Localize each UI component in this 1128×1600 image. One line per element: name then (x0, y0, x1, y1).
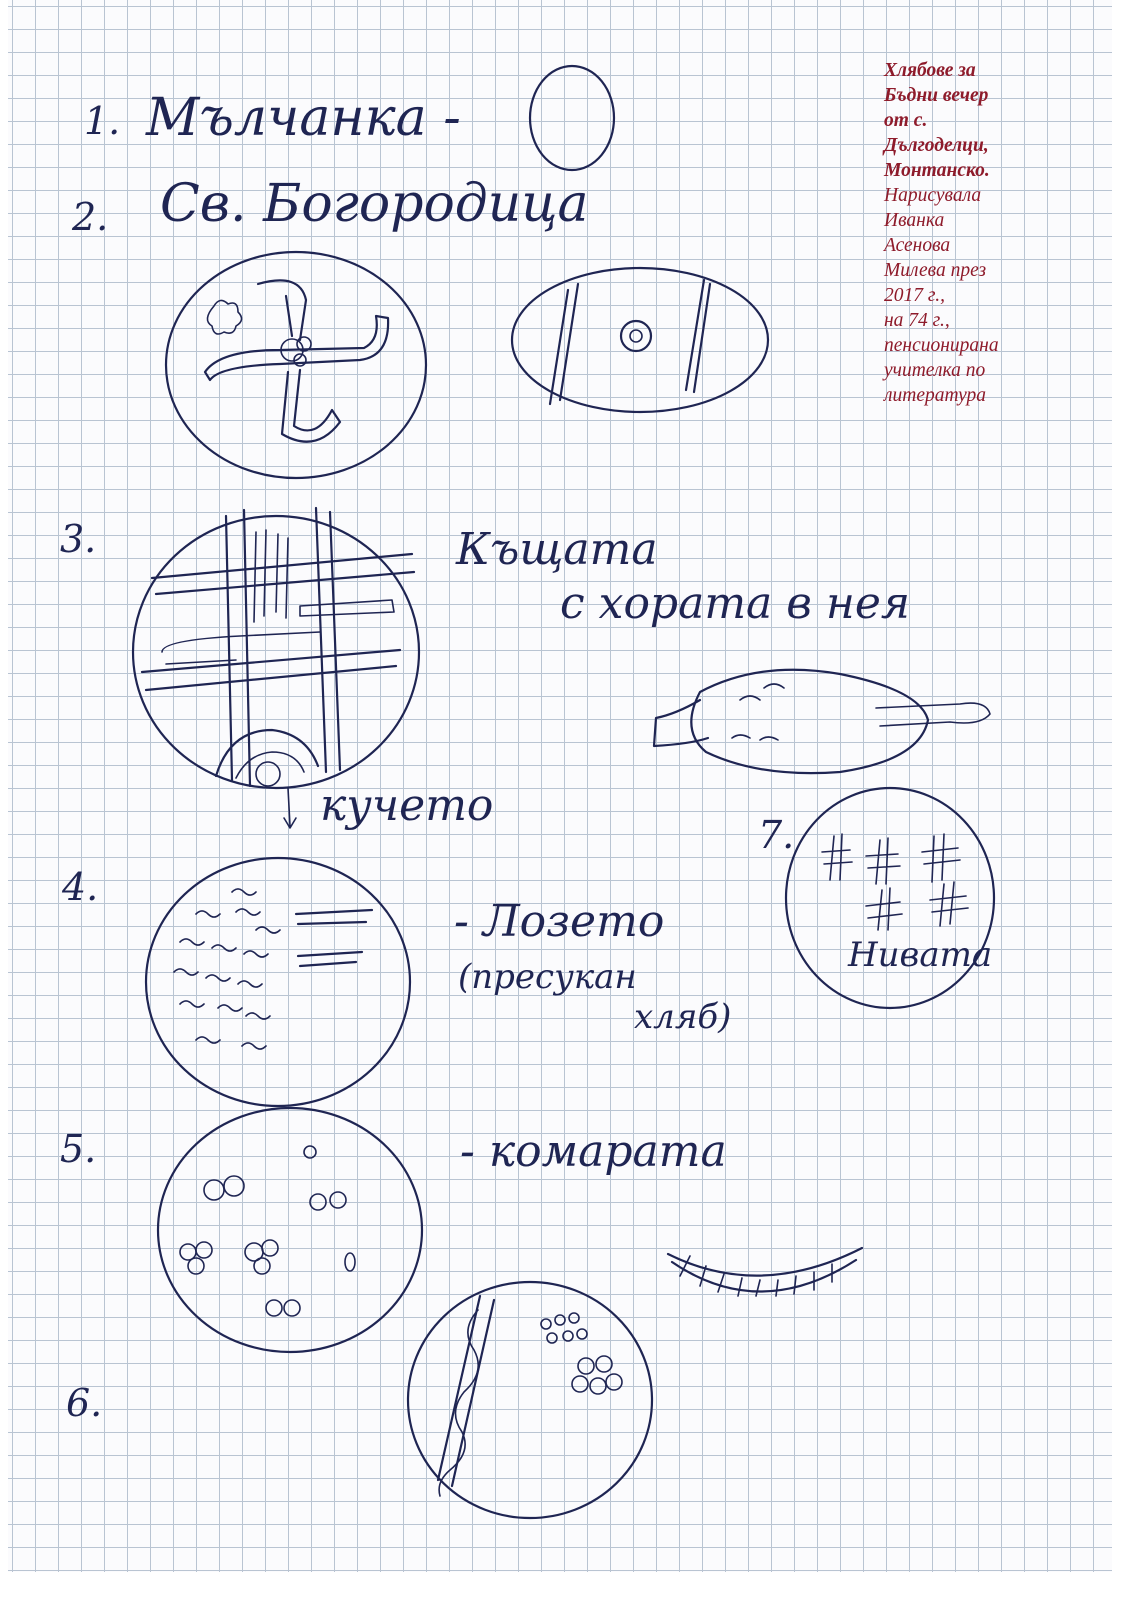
item-2-number: 2. (72, 195, 109, 239)
note-line: Асенова (884, 235, 951, 256)
bread-5-mosquitoes-drawing (158, 1108, 422, 1352)
note-line: Нарисувала (884, 185, 982, 206)
item-3-label-house: Къщата (456, 524, 658, 575)
bread-2-round-loaf-drawing (166, 252, 426, 478)
bread-5-curved-drawing (668, 1248, 862, 1296)
bread-4-vineyard-drawing (146, 858, 410, 1106)
note-line: Иванка (884, 210, 945, 231)
note-line: от с. (884, 110, 928, 131)
item-4-label-vineyard: - Лозето (454, 896, 665, 947)
item-4-label-bread: хляб) (634, 997, 732, 1037)
item-1-label: Мълчанка - (146, 88, 461, 148)
note-line: на 74 г., (884, 310, 950, 331)
item-5-label: - комарата (460, 1126, 727, 1177)
bread-2-oval-loaf-drawing (512, 268, 768, 412)
note-line: Хлябове за (884, 60, 976, 81)
item-6-number: 6. (66, 1381, 103, 1425)
item-3-label-dog: кучето (320, 780, 494, 831)
item-3-label-people: с хората в нея (560, 578, 911, 629)
bread-7-field-drawing (786, 788, 994, 1008)
item-7-label: Нивата (848, 935, 993, 975)
item-3-number: 3. (60, 517, 97, 561)
note-line: литература (884, 385, 986, 406)
bread-3-dog-drawing (654, 670, 990, 773)
caption-note (884, 58, 1080, 408)
item-4-number: 4. (62, 865, 99, 909)
item-4-label-twisted: (пресукан (458, 957, 637, 997)
item-5-number: 5. (60, 1127, 97, 1171)
item-2-label: Св. Богородица (160, 174, 589, 234)
item-7-number: 7. (758, 813, 795, 857)
note-line: учителка по (884, 360, 986, 381)
note-line: Бъдни вечер (884, 85, 989, 106)
item-1-number: 1. (84, 99, 121, 143)
note-line: Милева през (884, 260, 987, 281)
note-line: 2017 г., (884, 285, 945, 306)
bread-1-ring-drawing (530, 66, 614, 170)
bread-6-drawing (408, 1282, 652, 1518)
note-line: Дългоделци, (884, 135, 989, 156)
note-line: Монтанско. (884, 160, 990, 181)
note-line: пенсионирана (884, 335, 999, 356)
